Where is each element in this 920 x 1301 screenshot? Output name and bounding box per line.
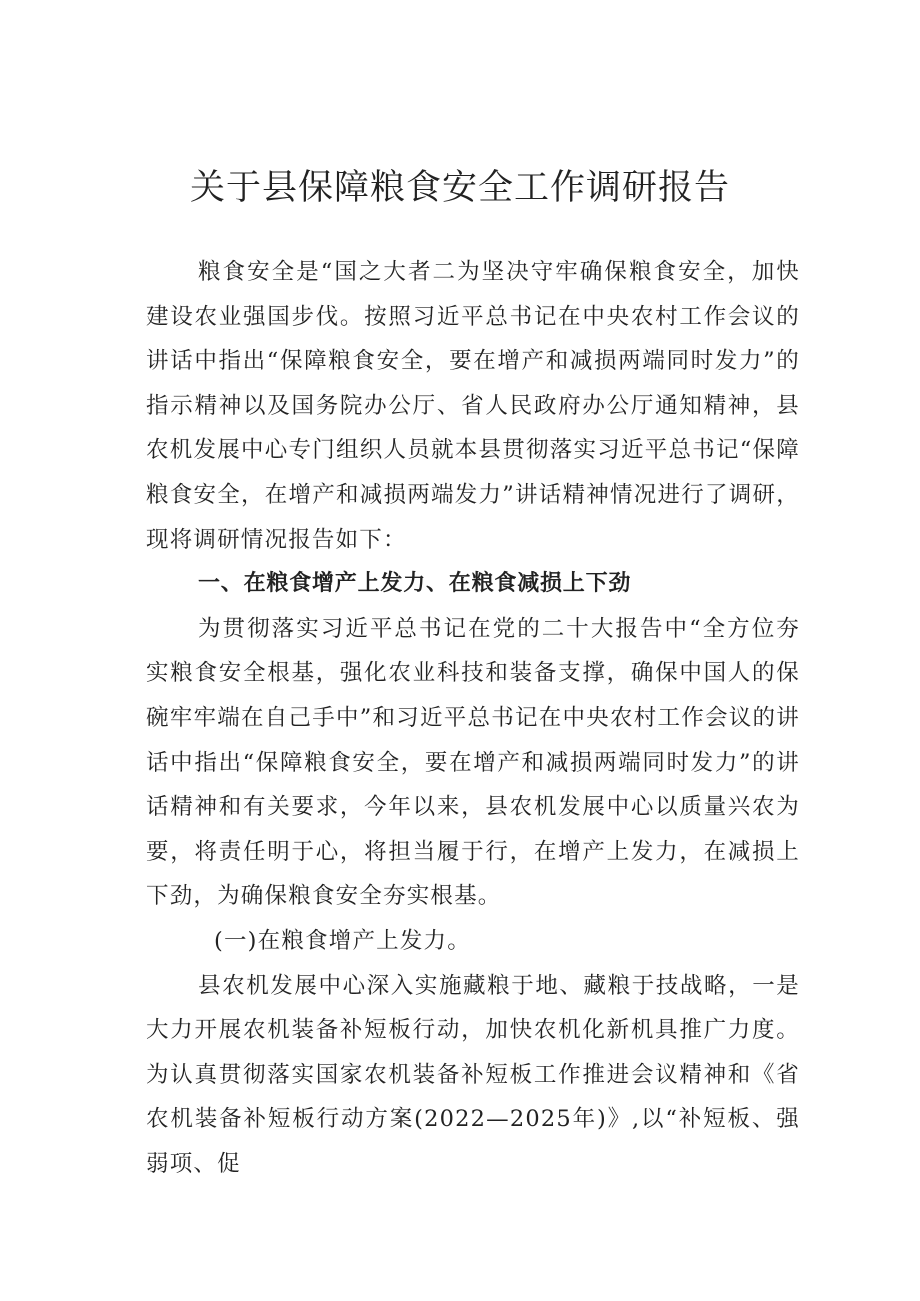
subsection-heading-1: (一)在粮食增产上发力。 [214, 927, 471, 954]
document-title: 关于县保障粮食安全工作调研报告 [189, 168, 730, 208]
document-body [146, 250, 800, 1186]
section-heading-1: 一、在粮食增产上发力、在粮食减损上下劲 [198, 571, 632, 597]
subsection-1-paragraph: 县农机发展中心深入实施藏粮于地、藏粮于技战略，一是大力开展农机装备补短板行动，加快农机化新机具推广力度。为认真贯彻落实国家农机装备补短板工作推进会议精神和《省农机装备补短板行动方案(2022—2025年)》,以“补短板、强弱项、促 [146, 972, 800, 1177]
intro-paragraph: 粮食安全是“国之大者二为坚决守牢确保粮食安全，加快建设农业强国步伐。按照习近平总书记在中央农村工作会议的讲话中指出“保障粮食安全，要在增产和减损两端同时发力”的指示精神以及国务院办公厅、省人民政府办公厅通知精神，县农机发展中心专门组织人员就本县贯彻落实习近平总书记“保障粮食安全，在增产和减损两端发力”讲话精神情况进行了调研，现将调研情况报告如下： [146, 259, 800, 553]
section-1-paragraph: 为贯彻落实习近平总书记在党的二十大报告中“全方位夯实粮食安全根基，强化农业科技和装备支撑，确保中国人的保碗牢牢端在自己手中”和习近平总书记在中央农村工作会议的讲话中指出“保障粮食安全，要在增产和减损两端同时发力”的讲话精神和有关要求，今年以来，县农机发展中心以质量兴农为要，将责任明于心，将担当履于行，在增产上发力，在减损上下劲，为确保粮食安全夯实根基。 [146, 615, 800, 910]
